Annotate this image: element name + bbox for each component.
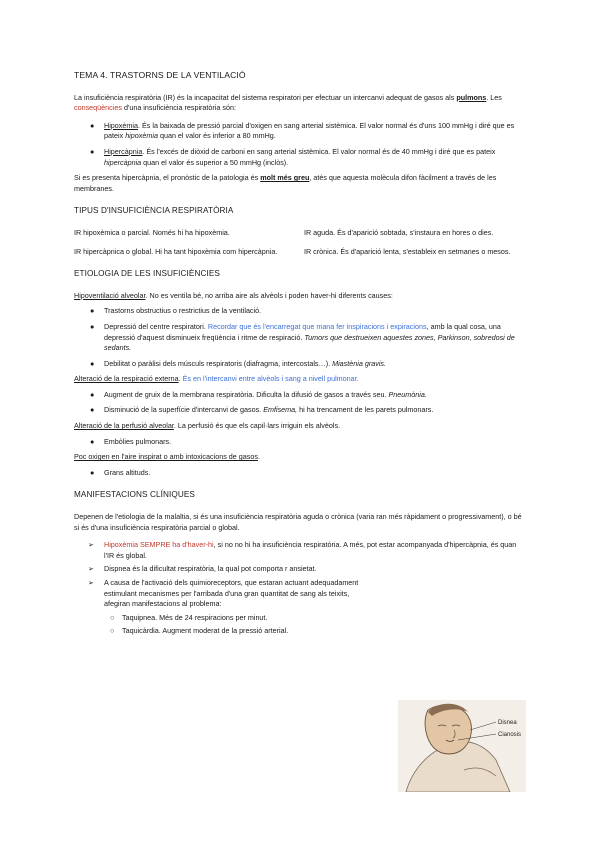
manifestacions-list (74, 540, 526, 610)
section-heading-tipus: TIPUS D'INSUFICIÈNCIA RESPIRATÒRIA (74, 206, 234, 216)
consequences-list (74, 121, 526, 168)
poc-oxigen-heading (74, 452, 526, 463)
italic-example: Miastènia gravis. (332, 358, 387, 368)
list-item (74, 613, 526, 624)
subheading-text: . La perfusió és que els capil·lars irriguin els alvèols. (173, 421, 341, 431)
item-text: hi ha trencament de les parets pulmonars. (297, 405, 434, 415)
bullet-dot-icon: ● (90, 467, 95, 477)
bullet-dot-icon: ● (90, 146, 95, 156)
item-text: , amb la qual cosa, una depressió d'aquest disminueix freqüència i ritme de respiració. (104, 321, 501, 342)
alteracio-externa-list (74, 390, 526, 416)
subheading-text: . (257, 452, 260, 462)
alteracio-perfusio-list (74, 437, 526, 448)
list-item (74, 121, 526, 142)
blue-note: Recordar que és l'encarregat que mana fer inspiracions i expiracions (207, 321, 427, 331)
item-text: quan el valor és inferior a 80 mmHg. (157, 131, 276, 141)
hypercapnia-paragraph (74, 173, 526, 194)
arrow-bullet-icon: ➢ (88, 578, 95, 587)
document-page (74, 70, 526, 640)
label-disnea: Disnea (498, 720, 517, 726)
section-heading-manifestacions: MANIFESTACIONS CLÍNIQUES (74, 490, 195, 500)
item-text: Embòlies pulmonars. (104, 436, 172, 446)
italic-example: Tumors que destrueixen aquestes zones, Parkinson, sobredosi de sedants. (104, 332, 515, 353)
arrow-bullet-icon: ➢ (88, 564, 95, 574)
intro-text: . Les (486, 92, 502, 102)
blue-note: És en l'intercanvi entre alvèols i sang a nivell pulmonar. (182, 374, 359, 384)
manifestacions-intro: Depenen de l'etiologia de la malaltia, si és una insuficiència respiratòria aguda o crònica (varia ran més ràpidament o progressivament), o bé si és d'una insuficiència respiratòria parcial o global. (74, 512, 522, 532)
item-text: Dispnea és la dificultat respiratòria, la qual pot comporta r ansietat. (104, 564, 317, 574)
subheading: Hipoventilació alveolar (74, 290, 146, 300)
circle-bullet-icon: ○ (110, 612, 115, 622)
item-text: quan el valor és superior a 50 mmHg (inclòs). (141, 157, 289, 167)
item-text: Depressió del centre respiratori. (104, 321, 208, 331)
quimioreceptors-sublist (74, 613, 526, 637)
tipus-cell: IR crònica. És d'aparició lenta, s'estableix en setmanes o mesos. (304, 246, 511, 256)
hipoventilacio-heading (74, 291, 526, 302)
consequencies-term: conseqüències (74, 103, 122, 113)
item-text: , si no no hi ha insuficiència respiratòria. A més, pot estar acompanyada d'hipercàpnia, és quan l'IR és global. (104, 540, 517, 560)
section-heading-etiologia: ETIOLOGIA DE LES INSUFICIÈNCIES (74, 269, 220, 279)
item-text: Trastorns obstructius o restrictius de la ventilació. (104, 306, 262, 316)
list-item (74, 306, 526, 317)
label-cianosis: Cianosis (498, 732, 522, 738)
bullet-dot-icon: ● (90, 358, 95, 368)
tipus-grid (74, 228, 526, 257)
pulmons-term: pulmons (456, 92, 487, 102)
poc-oxigen-list (74, 468, 526, 479)
term: Hipoxèmia (104, 120, 138, 130)
subheading: Poc oxigen en l'aire inspirat o amb intoxicacions de gasos (74, 452, 258, 462)
subheading-text: . No es ventila bé, no arriba aire als alvèols i poden haver-hi diferents causes: (145, 290, 393, 300)
list-item (74, 322, 526, 354)
item-text: Debilitat o paràlisi dels músculs respiratoris (diafragma, intercostals…). (104, 358, 333, 368)
item-text: Grans altituds. (104, 467, 151, 477)
list-item (74, 405, 526, 416)
item-text: Taquipnea. Més de 24 respiracions per minut. (122, 612, 268, 622)
alteracio-externa-heading (74, 374, 526, 385)
molt-mes-greu: molt més greu (260, 173, 310, 183)
item-text: Disminució de la superfície d'intercanvi de gasos. (104, 405, 264, 415)
term: Hipercàpnia (104, 146, 143, 156)
intro-text: La insuficiència respiratòria (IR) és la incapacitat del sistema respiratori per efectuar un intercanvi adequat de gasos als (74, 92, 457, 102)
list-item (74, 147, 526, 168)
list-item (74, 359, 526, 370)
list-item (74, 564, 526, 575)
patient-dyspnea-illustration (398, 700, 526, 792)
bullet-dot-icon: ● (90, 389, 95, 399)
arrow-bullet-icon: ➢ (88, 540, 95, 550)
list-item (74, 540, 526, 561)
bullet-dot-icon: ● (90, 321, 95, 331)
italic-term: hipercàpnia (104, 157, 142, 167)
hipoventilacio-list (74, 306, 526, 369)
para-text: Si es presenta hipercàpnia, el pronòstic de la patologia és (74, 173, 261, 183)
italic-example: Emfisema, (263, 405, 298, 415)
bullet-dot-icon: ● (90, 306, 95, 316)
italic-example: Pneumònia. (388, 389, 427, 399)
list-item (74, 626, 526, 637)
tipus-cell: IR aguda. És d'aparició sobtada, s'instaura en hores o dies. (304, 227, 494, 237)
intro-text: d'una insuficiència respiratòria són: (121, 103, 236, 113)
item-text: . És la baixada de pressió parcial d'oxigen en sang arterial sistèmica. El valor normal és d'uns 100 mmHg i diré que es pateix (104, 120, 515, 141)
subheading: Alteració de la perfusió alveolar (74, 421, 174, 431)
list-item (74, 437, 526, 448)
intro-paragraph (74, 93, 526, 114)
list-item (74, 390, 526, 401)
subheading-text: . (178, 374, 183, 384)
red-emphasis: Hipoxèmia SEMPRE ha d'haver-hi (104, 540, 214, 550)
para-text: , atès que aquesta molècula difon fàcilment a través de les membranes. (74, 173, 497, 193)
list-item (74, 468, 526, 479)
bullet-dot-icon: ● (90, 405, 95, 415)
item-text: . És l'excés de diòxid de carboni en sang arterial sistèmica. El valor normal és de 40 mmHg i diré que es pateix (142, 146, 496, 156)
bullet-dot-icon: ● (90, 120, 95, 130)
bullet-dot-icon: ● (90, 436, 95, 446)
item-text: Augment de gruix de la membrana respiratòria. Dificulta la difusió de gasos a través seu. (104, 389, 389, 399)
list-item (74, 578, 366, 610)
tipus-cell: IR hipercàpnica o global. Hi ha tant hipoxèmia com hipercàpnia. (74, 246, 278, 256)
page-title: TEMA 4. TRASTORNS DE LA VENTILACIÓ (74, 70, 246, 80)
alteracio-perfusio-heading (74, 421, 526, 432)
subheading: Alteració de la respiració externa (74, 374, 179, 384)
tipus-cell: IR hipoxèmica o parcial. Només hi ha hipoxèmia. (74, 227, 230, 237)
circle-bullet-icon: ○ (110, 626, 115, 636)
item-text: A causa de l'activació dels quimioreceptors, que estaran actuant adequadament estimulant mecanismes per l'arribada d'una gran quantitat de sang als teixits, afegiran manifestacions al problema: (104, 578, 359, 609)
italic-term: hipoxèmia (125, 131, 158, 141)
item-text: Taquicàrdia. Augment moderat de la pressió arterial. (122, 626, 289, 636)
